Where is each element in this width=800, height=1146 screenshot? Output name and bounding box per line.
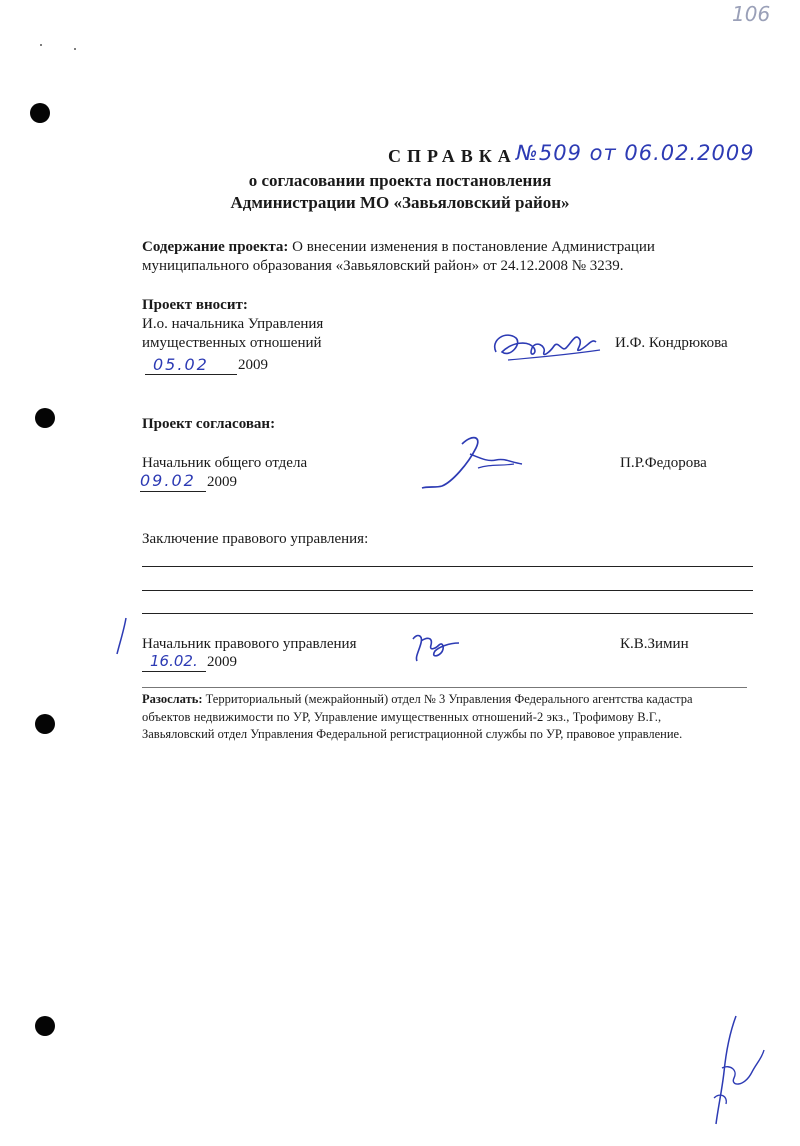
- submitter-date-line: [145, 374, 237, 375]
- submitter-signature: [488, 322, 608, 368]
- approval-handwritten-date: 09.02: [140, 471, 196, 490]
- punch-hole: [30, 103, 50, 123]
- project-content-label: Содержание проекта:: [142, 239, 289, 255]
- legal-signature: [405, 627, 465, 669]
- distribution-top-line: [142, 687, 747, 688]
- title-subject-line: о согласовании проекта постановления: [248, 171, 552, 190]
- title-organization-line: Администрации МО «Завьяловский район»: [230, 193, 570, 212]
- handwritten-document-number: №509 от 06.02.2009: [516, 141, 755, 165]
- distribution-text-3: Завьяловский отдел Управления Федеральной регистрационной службы по УР, правовое управление.: [142, 727, 683, 741]
- margin-check-mark: [114, 616, 130, 656]
- submitter-position-2: имущественных отношений: [142, 335, 322, 351]
- conclusion-line-1: [142, 566, 753, 567]
- approval-position: Начальник общего отдела: [142, 455, 308, 471]
- punch-hole: [35, 408, 55, 428]
- margin-signature: [700, 1012, 770, 1132]
- conclusion-line-2: [142, 590, 753, 591]
- approval-signature: [410, 428, 530, 494]
- document-title: СПРАВКА: [388, 146, 517, 166]
- project-content-text-1: О внесении изменения в постановление Администрации: [292, 239, 655, 255]
- punch-hole: [35, 714, 55, 734]
- project-content: [142, 238, 752, 257]
- submitter-position-1: И.о. начальника Управления: [142, 316, 324, 332]
- legal-name: К.В.Зимин: [620, 636, 689, 652]
- submitter-heading: Проект вносит:: [142, 297, 248, 313]
- scan-speck: [74, 48, 76, 50]
- submitter-name: И.Ф. Кондрюкова: [615, 335, 728, 351]
- punch-hole: [35, 1016, 55, 1036]
- conclusion-line-3: [142, 613, 753, 614]
- distribution-line-1: [142, 692, 753, 707]
- submitter-year: 2009: [238, 357, 268, 373]
- handwritten-page-number: 106: [732, 2, 771, 26]
- distribution-label: Разослать:: [142, 692, 203, 706]
- legal-handwritten-date: 16.02.: [150, 652, 198, 670]
- approval-year: 2009: [207, 474, 237, 490]
- distribution-text-2: объектов недвижимости по УР, Управление имущественных отношений-2 экз., Трофимову В.Г.,: [142, 710, 662, 724]
- approval-heading: Проект согласован:: [142, 416, 276, 432]
- scan-speck: [40, 44, 42, 46]
- approval-date-line: [140, 491, 206, 492]
- approval-name: П.Р.Федорова: [620, 455, 707, 471]
- legal-year: 2009: [207, 654, 237, 670]
- submitter-handwritten-date: 05.02: [153, 355, 209, 374]
- project-content-text-2: муниципального образования «Завьяловский район» от 24.12.2008 № 3239.: [142, 258, 624, 274]
- legal-position: Начальник правового управления: [142, 636, 357, 652]
- legal-heading: Заключение правового управления:: [142, 531, 369, 547]
- distribution-text-1: Территориальный (межрайонный) отдел № 3 Управления Федерального агентства кадастра: [205, 692, 693, 706]
- legal-date-line: [142, 671, 206, 672]
